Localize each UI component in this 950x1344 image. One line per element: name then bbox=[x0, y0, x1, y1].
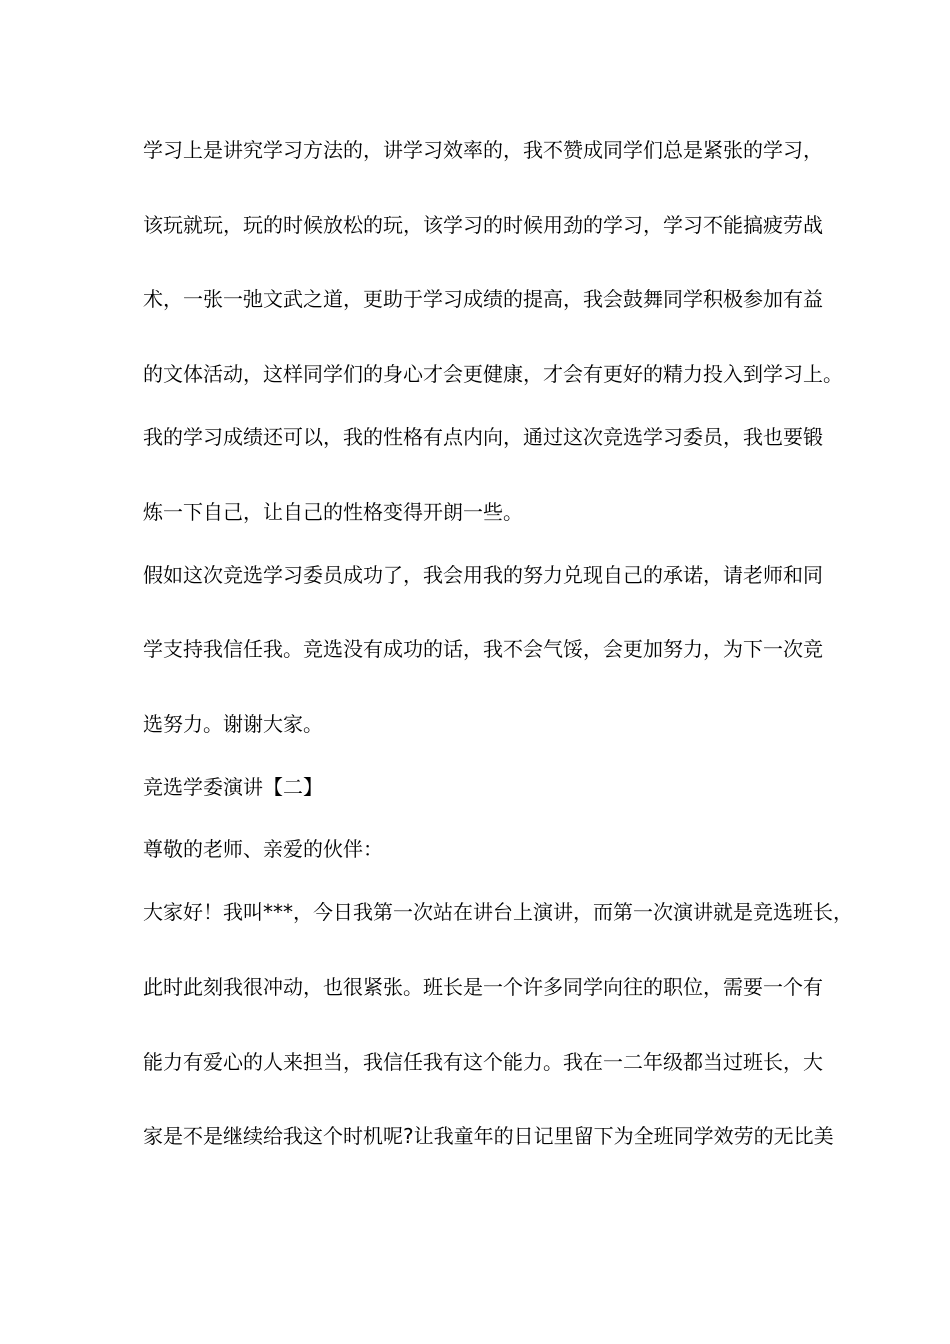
text-line: 炼一下自己，让自己的性格变得开朗一些。 bbox=[143, 500, 523, 524]
text-line: 此时此刻我很冲动，也很紧张。班长是一个许多同学向往的职位，需要一个有 bbox=[143, 975, 823, 999]
text-line: 学支持我信任我。竞选没有成功的话，我不会气馁，会更加努力，为下一次竞 bbox=[143, 637, 823, 661]
text-line: 假如这次竞选学习委员成功了，我会用我的努力兑现自己的承诺，请老师和同 bbox=[143, 563, 823, 587]
section-heading: 竞选学委演讲【二】 bbox=[143, 775, 323, 799]
text-line: 大家好！我叫***，今日我第一次站在讲台上演讲，而第一次演讲就是竞选班长， bbox=[143, 900, 853, 924]
text-line: 能力有爱心的人来担当，我信任我有这个能力。我在一二年级都当过班长，大 bbox=[143, 1050, 823, 1074]
text-line: 我的学习成绩还可以，我的性格有点内向，通过这次竞选学习委员，我也要锻 bbox=[143, 425, 823, 449]
text-line: 学习上是讲究学习方法的，讲学习效率的，我不赞成同学们总是紧张的学习， bbox=[143, 138, 823, 162]
text-line: 选努力。谢谢大家。 bbox=[143, 712, 323, 736]
text-line: 术，一张一弛文武之道，更助于学习成绩的提高，我会鼓舞同学积极参加有益 bbox=[143, 287, 823, 311]
text-line: 的文体活动，这样同学们的身心才会更健康，才会有更好的精力投入到学习上。 bbox=[143, 362, 843, 386]
text-line: 该玩就玩，玩的时候放松的玩，该学习的时候用劲的学习，学习不能搞疲劳战 bbox=[143, 213, 823, 237]
text-line: 家是不是继续给我这个时机呢?让我童年的日记里留下为全班同学效劳的无比美 bbox=[143, 1124, 834, 1148]
salutation: 尊敬的老师、亲爱的伙伴： bbox=[143, 837, 383, 861]
